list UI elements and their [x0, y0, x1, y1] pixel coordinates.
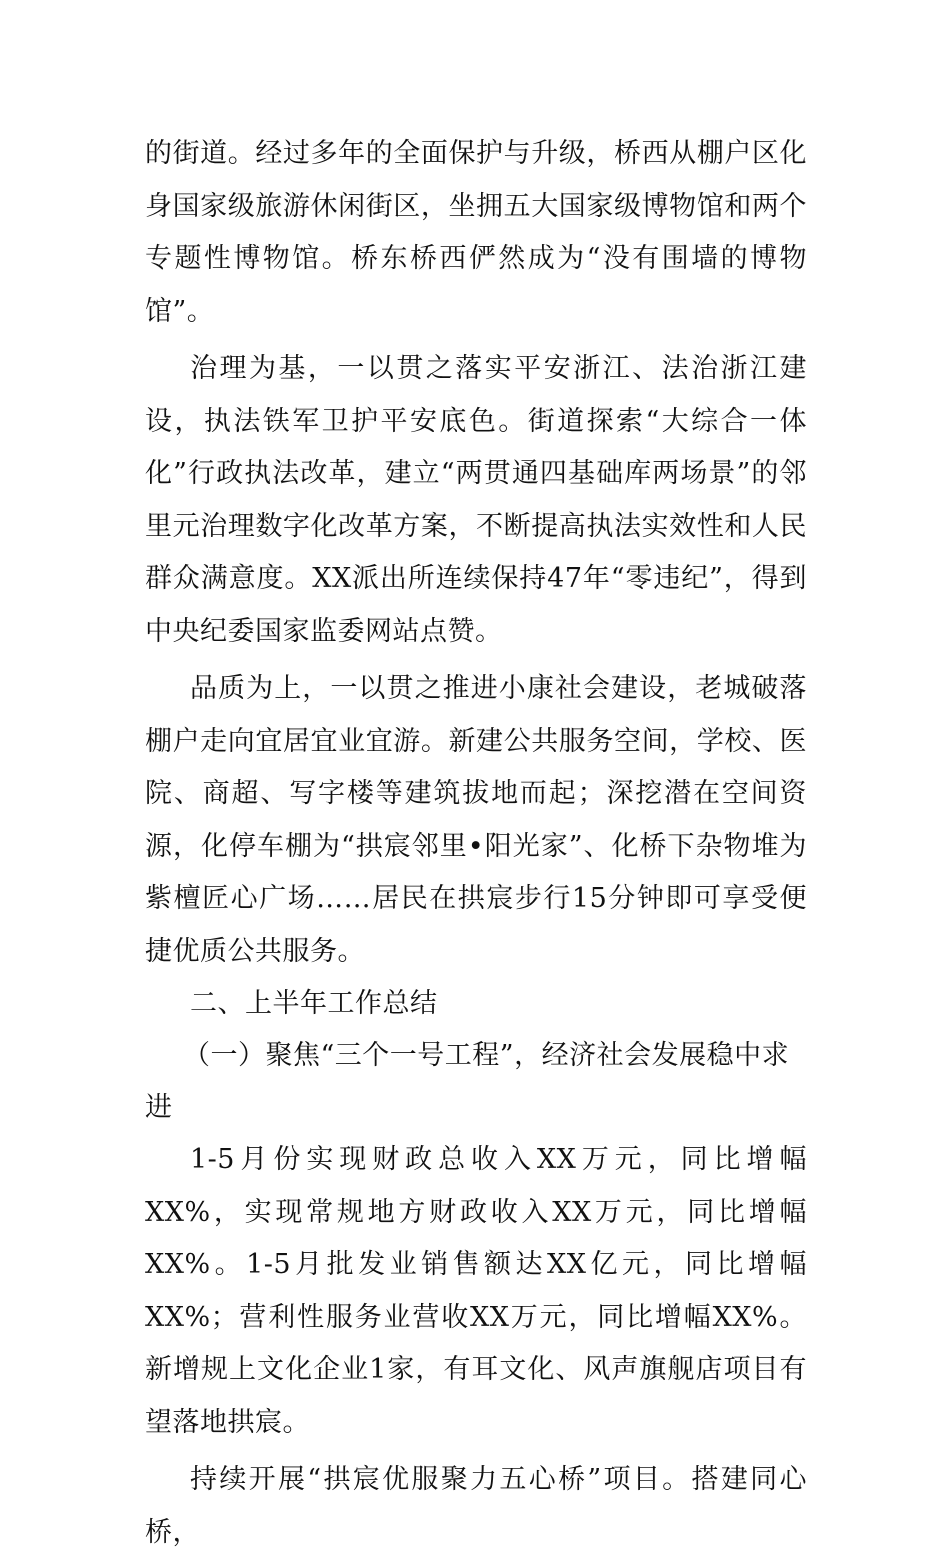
document-page	[145, 128, 807, 1559]
paragraph-governance: 治理为基，一以贯之落实平安浙江、法治浙江建设，执法铁军卫护平安底色。街道探索“大综合一体化”行政执法改革，建立“两贯通四基础库两场景”的邻里元治理数字化改革方案，不断提高执法实效性和人民群众满意度。XX派出所连续保持47年“零违纪”，得到中央纪委国家监委网站点赞。	[145, 353, 807, 647]
section-heading: 二、上半年工作总结	[190, 988, 438, 1019]
paragraph-project: 持续开展“拱宸优服聚力五心桥”项目。搭建同心桥，	[145, 1464, 807, 1548]
paragraph-museums: 的街道。经过多年的全面保护与升级，桥西从棚户区化身国家级旅游休闲街区，坐拥五大国家级博物馆和两个专题性博物馆。桥东桥西俨然成为“没有围墙的博物馆”。	[145, 138, 807, 327]
paragraph-finance: 1-5月份实现财政总收入XX万元，同比增幅XX%，实现常规地方财政收入XX万元，同比增幅XX%。1-5月批发业销售额达XX亿元，同比增幅XX%；营利性服务业营收XX万元，同比增幅XX%。新增规上文化企业1家，有耳文化、风声旗舰店项目有望落地拱宸。	[145, 1144, 807, 1438]
subsection-heading: （一）聚焦“三个一号工程”，经济社会发展稳中求进	[145, 1040, 790, 1123]
paragraph-quality: 品质为上，一以贯之推进小康社会建设，老城破落棚户走向宜居宜业宜游。新建公共服务空间，学校、医院、商超、写字楼等建筑拔地而起；深挖潜在空间资源，化停车棚为“拱宸邻里•阳光家”、化桥下杂物堆为紫檀匠心广场……居民在拱宸步行15分钟即可享受便捷优质公共服务。	[145, 673, 807, 967]
